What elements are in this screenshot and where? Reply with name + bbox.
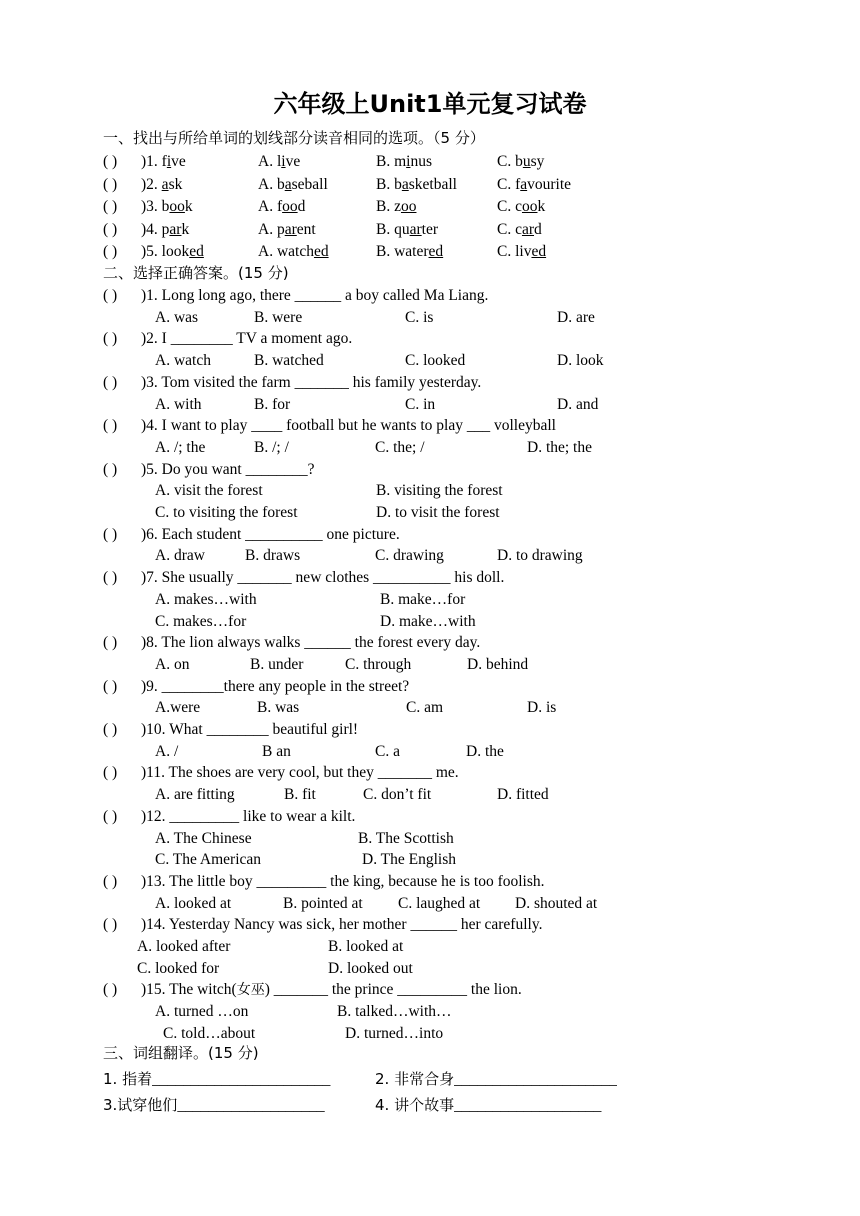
word-suffix: d: [534, 220, 542, 238]
word-prefix: B. b: [376, 175, 402, 193]
answer-bracket[interactable]: ( ): [103, 220, 118, 238]
option-b[interactable]: B. was: [257, 699, 300, 717]
option-b[interactable]: B. fit: [284, 786, 316, 804]
option-c: [497, 197, 545, 217]
option-c: [497, 220, 542, 240]
option-c[interactable]: C. looked for: [137, 959, 220, 977]
question-text: [141, 633, 480, 653]
option-b: [376, 152, 432, 172]
word-prefix: f: [161, 153, 167, 170]
option-d[interactable]: D. look: [557, 352, 604, 370]
option-d[interactable]: D. the: [466, 742, 504, 760]
word-prefix: look: [161, 243, 190, 260]
word-underlined: i: [281, 153, 286, 170]
word-underlined: oo: [521, 198, 538, 215]
word-underlined: oo: [282, 198, 298, 215]
answer-bracket[interactable]: ( ): [103, 721, 118, 738]
option-d[interactable]: D. shouted at: [515, 894, 598, 912]
section-2-heading: 二、选择正确答案。(15 分): [103, 264, 289, 282]
word-prefix: B. z: [376, 198, 401, 215]
option-d[interactable]: D. make…with: [380, 612, 476, 630]
word-prefix: A. l: [258, 153, 282, 170]
option-c[interactable]: C. a: [375, 742, 400, 760]
option-d[interactable]: D. fitted: [497, 786, 549, 804]
answer-bracket[interactable]: ( ): [103, 373, 118, 391]
option-c[interactable]: C. is: [405, 308, 434, 326]
option-d[interactable]: D. is: [527, 699, 557, 717]
word-prefix: A. b: [258, 175, 285, 193]
question-word: [141, 175, 182, 195]
question-stem: )6. Each student __________ one picture.: [141, 525, 400, 543]
option-c[interactable]: C. the; /: [375, 438, 425, 456]
section-3-heading: 三、词组翻译。(15 分): [103, 1044, 259, 1062]
option-a[interactable]: A. turned …on: [155, 1003, 249, 1021]
answer-bracket[interactable]: ( ): [103, 330, 118, 348]
option-c: [497, 242, 546, 262]
word-prefix: A. p: [258, 220, 285, 238]
question-text: [141, 329, 352, 349]
word-suffix: ent: [296, 220, 316, 238]
answer-bracket[interactable]: ( ): [103, 569, 118, 587]
word-prefix: C. f: [497, 175, 521, 193]
word-underlined: ar: [284, 220, 297, 238]
option-c[interactable]: C. The American: [155, 851, 262, 869]
translation-item: [375, 1095, 601, 1116]
answer-bracket[interactable]: ( ): [103, 153, 118, 170]
option-b[interactable]: B an: [262, 742, 291, 760]
answer-blank-tail[interactable]: ___________: [516, 1097, 602, 1114]
question-stem: )1. Long long ago, there ______ a boy called Ma Liang.: [141, 287, 489, 304]
question-stem: )8. The lion always walks ______ the forest every day.: [141, 634, 481, 652]
word-underlined: ed: [428, 243, 444, 260]
question-number: )3.: [141, 198, 162, 215]
word-suffix: seball: [291, 175, 328, 193]
option-a: [258, 242, 329, 262]
option-d[interactable]: D. the; the: [527, 438, 592, 456]
word-suffix: ve: [171, 153, 186, 170]
word-suffix: vourite: [527, 175, 572, 193]
question-stem: )2. I ________ TV a moment ago.: [141, 330, 353, 348]
word-suffix: d: [297, 198, 306, 215]
answer-blank[interactable]: ___________________: [177, 1097, 325, 1114]
question-stem: )10. What ________ beautiful girl!: [141, 721, 359, 738]
answer-bracket[interactable]: ( ): [103, 807, 118, 825]
translation-item: [103, 1069, 330, 1090]
answer-bracket[interactable]: ( ): [103, 417, 118, 435]
question-stem-tail: ) _______ the prince _________ the lion.: [264, 981, 522, 999]
option-c[interactable]: C. drawing: [375, 547, 444, 565]
option-c: [497, 175, 571, 195]
word-underlined: a: [284, 175, 292, 193]
answer-bracket[interactable]: ( ): [103, 243, 118, 260]
option-b[interactable]: B. draws: [245, 547, 301, 565]
page-title: 六年级上Unit1单元复习试卷: [273, 90, 587, 118]
option-c[interactable]: C. in: [405, 395, 436, 413]
question-stem: )15. The witch(: [141, 981, 237, 999]
option-a[interactable]: A. was: [155, 308, 199, 326]
question-text: [141, 677, 409, 697]
answer-bracket[interactable]: ( ): [103, 634, 118, 652]
question-text: [141, 763, 459, 783]
word-underlined: i: [166, 153, 172, 170]
question-text: [141, 720, 358, 740]
question-text: [141, 286, 488, 306]
option-a[interactable]: A. watch: [155, 352, 211, 370]
question-gloss: 女巫: [236, 982, 265, 999]
question-word: [141, 197, 193, 217]
question-stem: )13. The little boy _________ the king, because he is too foolish.: [141, 872, 545, 890]
question-text: [141, 525, 400, 545]
question-text: [141, 373, 481, 393]
option-a[interactable]: A. visit the forest: [155, 482, 263, 500]
question-number: )1.: [141, 153, 162, 170]
word-underlined: oo: [169, 198, 185, 215]
option-a[interactable]: A. /; the: [155, 438, 206, 456]
option-d[interactable]: D. looked out: [328, 959, 413, 977]
word-prefix: B. water: [376, 243, 429, 260]
word-underlined: u: [522, 153, 531, 170]
answer-bracket[interactable]: ( ): [103, 916, 118, 934]
answer-bracket[interactable]: ( ): [103, 198, 118, 215]
option-c[interactable]: C. through: [345, 655, 412, 673]
option-a: [258, 152, 300, 172]
word-suffix: ve: [285, 153, 301, 170]
option-b[interactable]: B. The Scottish: [358, 829, 454, 847]
translation-item: [375, 1069, 617, 1090]
option-b[interactable]: B. /; /: [254, 438, 289, 456]
option-b: [376, 220, 438, 240]
option-b[interactable]: B. under: [250, 655, 304, 673]
option-a[interactable]: A.were: [155, 699, 201, 717]
option-c[interactable]: C. am: [406, 699, 444, 717]
option-c[interactable]: C. laughed at: [398, 894, 481, 912]
translation-item: [103, 1095, 325, 1116]
translation-prompt: 1. 指着: [103, 1070, 153, 1088]
word-prefix: C. b: [497, 153, 523, 170]
question-text: [141, 416, 556, 436]
word-prefix: p: [161, 220, 170, 238]
option-c[interactable]: C. makes…for: [155, 612, 247, 630]
word-suffix: k: [537, 198, 546, 215]
word-prefix: C. c: [497, 220, 522, 238]
word-prefix: C. liv: [497, 243, 532, 260]
question-text: [141, 980, 522, 1000]
word-underlined: ed: [313, 243, 329, 260]
option-b[interactable]: B. pointed at: [283, 894, 363, 912]
option-a: [258, 197, 305, 217]
option-c[interactable]: C. told…about: [163, 1024, 256, 1042]
option-c: [497, 152, 544, 172]
section-1-heading: 一、找出与所给单词的划线部分读音相同的选项。（5 分）: [103, 129, 485, 147]
option-a[interactable]: A. with: [155, 395, 202, 413]
answer-blank-tail[interactable]: __: [314, 1071, 331, 1088]
question-number: )4.: [141, 220, 162, 238]
question-stem: )12. _________ like to wear a kilt.: [141, 807, 356, 825]
question-number: )2.: [141, 175, 162, 193]
word-underlined: ar: [409, 220, 422, 238]
question-word: [141, 242, 204, 262]
answer-bracket[interactable]: ( ): [103, 764, 118, 782]
word-prefix: B. qu: [376, 220, 410, 238]
option-a[interactable]: A. are fitting: [155, 786, 235, 804]
word-prefix: b: [161, 198, 170, 215]
question-stem: )9. ________there any people in the street?: [141, 677, 410, 695]
answer-blank[interactable]: _____________________: [152, 1071, 315, 1088]
word-underlined: i: [406, 153, 411, 170]
option-a[interactable]: A. /: [155, 742, 179, 760]
question-stem: )14. Yesterday Nancy was sick, her mother ______ her carefully.: [141, 916, 543, 934]
option-b[interactable]: B. make…for: [380, 590, 466, 608]
option-b[interactable]: B. talked…with…: [337, 1003, 452, 1021]
word-underlined: ar: [521, 220, 535, 238]
answer-bracket[interactable]: ( ): [103, 287, 118, 304]
translation-prompt: 3.试穿他们: [103, 1096, 178, 1114]
question-text: [141, 460, 315, 480]
question-stem: )7. She usually _______ new clothes __________ his doll.: [141, 569, 505, 587]
word-underlined: a: [401, 175, 409, 193]
word-prefix: C. c: [497, 198, 522, 215]
word-suffix: sy: [530, 153, 545, 170]
option-d[interactable]: D. to visit the forest: [376, 504, 500, 521]
option-d[interactable]: D. and: [557, 395, 599, 413]
answer-blank[interactable]: _____________________: [454, 1071, 617, 1088]
option-b[interactable]: B. looked at: [328, 938, 404, 955]
question-text: [141, 807, 355, 827]
option-b: [376, 175, 457, 195]
word-underlined: ed: [531, 243, 547, 260]
option-a[interactable]: A. looked after: [137, 938, 231, 955]
option-a: [258, 220, 316, 240]
option-d[interactable]: D. are: [557, 308, 595, 326]
option-d[interactable]: D. behind: [467, 655, 529, 673]
answer-bracket[interactable]: ( ): [103, 525, 118, 543]
answer-bracket[interactable]: ( ): [103, 175, 118, 193]
option-b[interactable]: B. watched: [254, 352, 324, 370]
question-stem: )11. The shoes are very cool, but they _______ me.: [141, 764, 459, 782]
word-underlined: ar: [169, 220, 182, 238]
answer-bracket[interactable]: ( ): [103, 872, 118, 890]
word-underlined: a: [161, 175, 169, 193]
answer-blank[interactable]: ________: [454, 1097, 517, 1114]
option-d[interactable]: D. The English: [362, 851, 456, 869]
word-underlined: oo: [400, 198, 417, 215]
question-stem: )4. I want to play ____ football but he wants to play ___ volleyball: [141, 417, 556, 435]
option-c[interactable]: C. looked: [405, 352, 466, 370]
option-d[interactable]: D. to drawing: [497, 547, 583, 565]
translation-prompt: 2. 非常合身: [375, 1070, 455, 1088]
option-b: [376, 197, 416, 217]
word-prefix: A. f: [258, 198, 283, 215]
question-word: [141, 152, 186, 172]
option-a[interactable]: A. on: [155, 655, 190, 673]
option-b[interactable]: B. for: [254, 395, 291, 413]
question-number: )5.: [141, 243, 162, 260]
word-suffix: k: [184, 198, 193, 215]
answer-bracket[interactable]: ( ): [103, 981, 118, 999]
option-a: [258, 175, 328, 195]
word-prefix: A. watch: [258, 243, 314, 260]
option-c[interactable]: C. to visiting the forest: [155, 504, 298, 521]
answer-bracket[interactable]: ( ): [103, 677, 118, 695]
question-text: [141, 915, 542, 935]
question-text: [141, 568, 504, 588]
word-suffix: sk: [168, 175, 183, 193]
word-suffix: nus: [410, 153, 433, 170]
option-a[interactable]: A. makes…with: [155, 590, 257, 608]
option-b[interactable]: B. were: [254, 308, 303, 326]
option-a[interactable]: A. looked at: [155, 894, 232, 912]
word-underlined: a: [520, 175, 528, 193]
question-word: [141, 220, 189, 240]
word-underlined: ed: [189, 243, 204, 260]
question-stem: )3. Tom visited the farm _______ his family yesterday.: [141, 373, 482, 391]
option-b: [376, 242, 443, 262]
option-a[interactable]: A. draw: [155, 547, 205, 565]
word-suffix: k: [181, 220, 190, 238]
option-a[interactable]: A. The Chinese: [155, 829, 252, 847]
option-b[interactable]: B. visiting the forest: [376, 482, 503, 500]
word-suffix: ter: [421, 220, 438, 238]
word-suffix: sketball: [408, 175, 457, 193]
answer-bracket[interactable]: ( ): [103, 460, 118, 478]
option-d[interactable]: D. turned…into: [345, 1024, 444, 1042]
word-prefix: B. m: [376, 153, 407, 170]
question-stem: )5. Do you want ________?: [141, 460, 315, 478]
option-c[interactable]: C. don’t fit: [363, 786, 432, 804]
question-text: [141, 872, 545, 892]
translation-prompt: 4. 讲个故事: [375, 1096, 455, 1114]
